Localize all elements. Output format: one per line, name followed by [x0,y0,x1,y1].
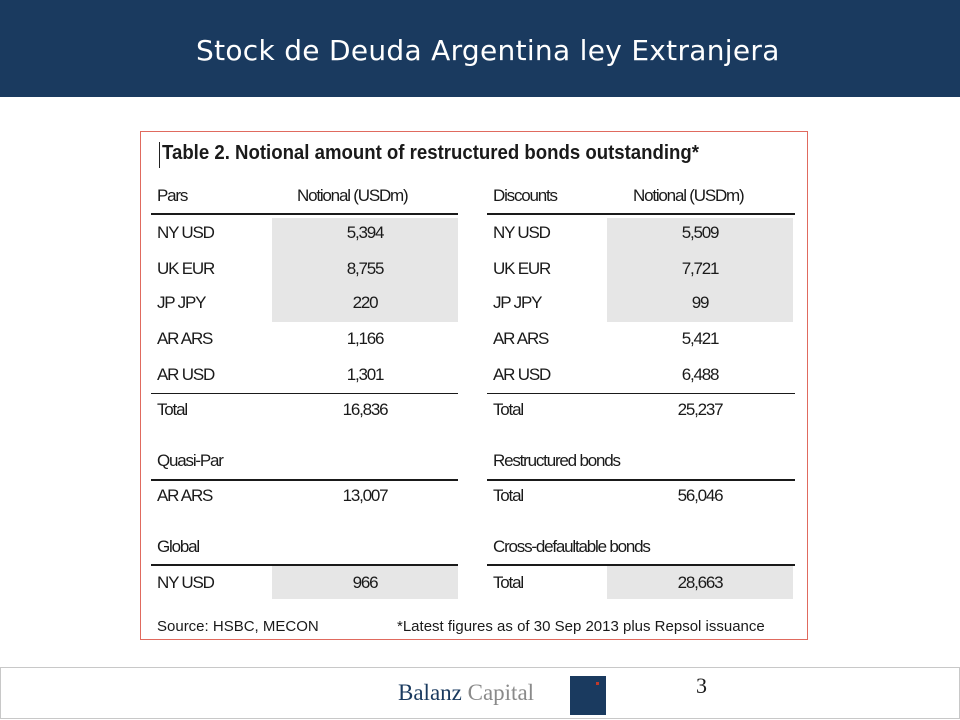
row-label: NY USD [493,223,550,242]
row-value: 99 [691,293,709,312]
total-label: Total [493,573,523,592]
discounts-table [481,132,807,612]
row-value: 966 [352,573,378,592]
brand-name [398,680,534,706]
row-label: JP JPY [493,293,542,312]
quasi-par-label: Quasi-Par [157,451,223,470]
row-value: 220 [352,293,378,312]
row-value: 6,488 [681,365,719,384]
row-value: 13,007 [342,486,388,505]
total-label: Total [157,400,187,419]
total-value: 25,237 [677,400,723,419]
header-label: Pars [157,186,188,205]
quasi-par-rule [151,479,458,481]
header-rule [487,213,795,215]
header-rule [151,213,458,215]
page-number: 3 [696,673,707,698]
panel-bottom-border [140,639,808,640]
row-label: UK EUR [157,259,215,278]
table-title: Table 2. Notional amount of restructured bonds outstanding* [162,142,700,164]
total-value: 16,836 [342,400,388,419]
row-value: 5,509 [681,223,719,242]
logo-mark [596,682,599,685]
slide-header [0,0,960,97]
total-label: Total [493,400,523,419]
row-value: 5,421 [681,329,719,348]
cross-default-rule [487,564,795,566]
global-label: Global [157,537,199,556]
total-rule [151,393,458,394]
brand-logo [570,676,606,715]
total-rule [487,393,795,394]
total-value: 28,663 [677,573,723,592]
row-label: AR ARS [157,486,213,505]
total-label: Total [493,486,523,505]
header-label: Discounts [493,186,557,205]
row-label: AR USD [157,365,215,384]
pars-table [141,132,471,612]
row-label: NY USD [157,223,214,242]
row-label: JP JPY [157,293,206,312]
brand-first: Balanz [398,680,462,705]
row-label: AR ARS [493,329,549,348]
header-notional: Notional (USDm) [297,186,408,205]
cross-default-label: Cross-defaultable bonds [493,537,650,556]
row-value: 7,721 [681,259,719,278]
row-label: AR USD [493,365,551,384]
row-value: 1,301 [346,365,384,384]
global-rule [151,564,458,566]
footnote: *Latest figures as of 30 Sep 2013 plus Repsol issuance [397,618,765,635]
row-label: UK EUR [493,259,551,278]
header-notional: Notional (USDm) [633,186,744,205]
total-value: 56,046 [677,486,723,505]
row-value: 1,166 [346,329,384,348]
source-note: Source: HSBC, MECON [157,618,319,635]
restructured-label: Restructured bonds [493,451,620,470]
row-value: 5,394 [346,223,384,242]
row-value: 8,755 [346,259,384,278]
restructured-rule [487,479,795,481]
row-label: AR ARS [157,329,213,348]
table-panel [140,131,808,640]
slide-title: Stock de Deuda Argentina ley Extranjera [196,34,780,67]
row-label: NY USD [157,573,214,592]
brand-second: Capital [467,680,535,705]
